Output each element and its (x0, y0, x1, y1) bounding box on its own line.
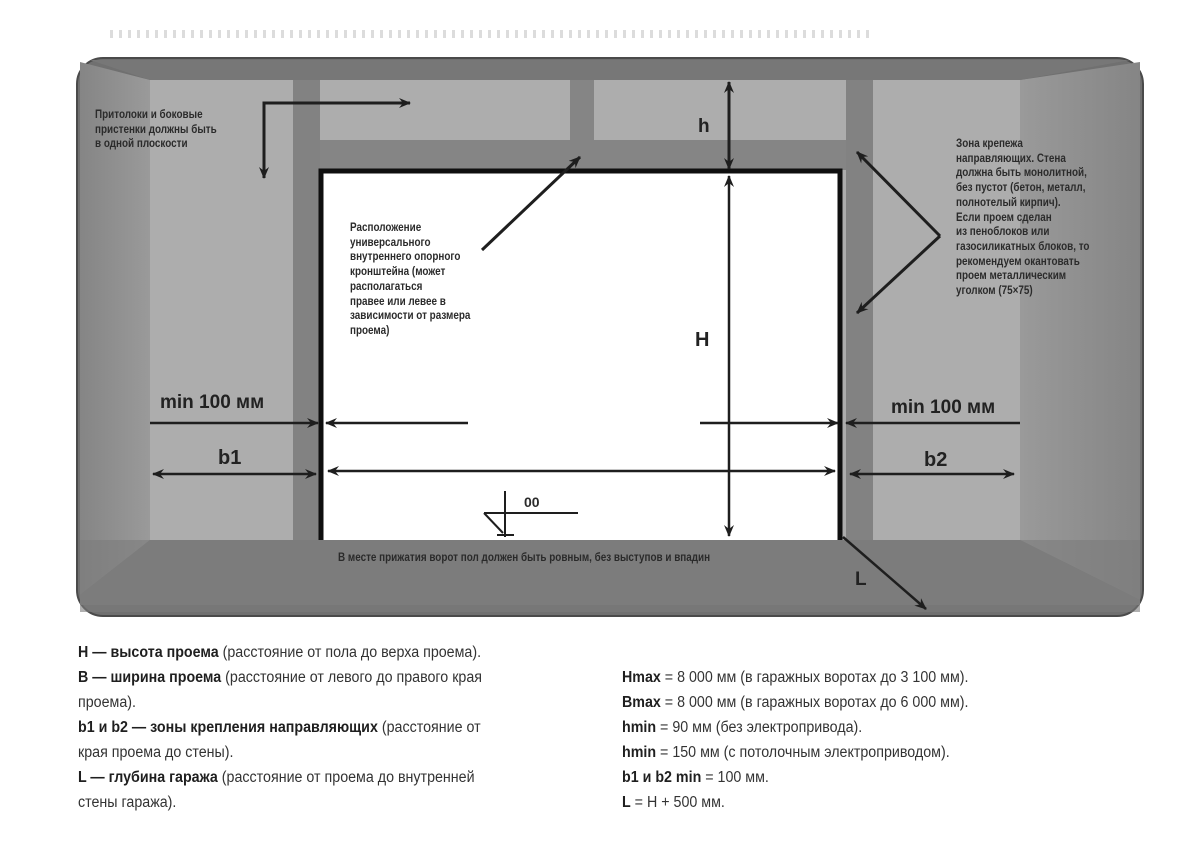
legend-limit-item (622, 690, 1092, 715)
legend-term: Hmax (622, 669, 661, 686)
note-line: проем металлическим (956, 270, 1067, 283)
legend-term: L (622, 794, 631, 811)
note-bracket (350, 221, 513, 339)
legend-item-b1b2 (78, 715, 608, 740)
note-lintels (95, 108, 267, 152)
note-line: рекомендуем окантовать (956, 255, 1080, 268)
legend-limit-item (622, 665, 1092, 690)
legend-term: hmin (622, 719, 657, 736)
legend-desc: (расстояние от пола до верха проема). (218, 644, 482, 661)
label-b1: b1 (218, 447, 242, 469)
legend-term: hmin (622, 744, 657, 761)
legend-limit-item (622, 740, 1092, 765)
ceiling (90, 60, 1130, 80)
legend-desc: стены гаража). (78, 794, 177, 811)
legend-desc: = 8 000 мм (в гаражных воротах до 3 100 мм). (660, 669, 969, 686)
legend-desc: (расстояние от левого до правого края (221, 669, 483, 686)
label-min-left: min 100 мм (160, 392, 265, 413)
legend-term: H — высота проема (78, 644, 219, 661)
legend-item-L-cont (78, 790, 608, 815)
legend-desc: (расстояние от (377, 719, 481, 736)
legend-limits (622, 665, 1092, 815)
legend-desc: проема). (78, 694, 136, 711)
note-line: Если проем сделан (956, 211, 1052, 224)
note-line: пристенки должны быть (95, 123, 217, 136)
note-line: в одной плоскости (95, 138, 188, 151)
legend-item-b1b2-cont (78, 740, 608, 765)
note-line: кронштейна (может (350, 266, 446, 279)
note-line: из пеноблоков или (956, 226, 1050, 239)
center-pillar (570, 80, 594, 170)
legend-term: B — ширина проема (78, 669, 222, 686)
legend-desc: = 150 мм (с потолочным электроприводом). (656, 744, 950, 761)
legend-desc: = 100 мм. (701, 769, 769, 786)
legend-definitions (78, 640, 608, 815)
note-line: без пустот (бетон, металл, (956, 182, 1086, 195)
legend-item-B-cont (78, 690, 608, 715)
legend-term: b1 и b2 min (622, 769, 702, 786)
note-floor: В месте прижатия ворот пол должен быть ровным, без выступов и впадин (338, 552, 711, 564)
note-line: зависимости от размера (350, 310, 471, 323)
label-b2: b2 (924, 449, 948, 471)
note-line: располагаться (350, 280, 423, 293)
label-H: H (695, 329, 710, 351)
note-line: проема) (350, 325, 390, 338)
note-line: полнотелый кирпич). (956, 196, 1061, 209)
legend-term: b1 и b2 — зоны крепления направляющих (78, 719, 378, 736)
legend-limit-item (622, 790, 1092, 815)
legend-desc: = H + 500 мм. (630, 794, 725, 811)
label-L: L (855, 569, 867, 590)
left-pillar (293, 80, 320, 540)
note-line: Расположение (350, 222, 422, 234)
note-line: правее или левее в (350, 295, 446, 308)
note-line: газосиликатных блоков, то (956, 241, 1090, 254)
label-min-right: min 100 мм (891, 397, 996, 418)
note-line: должна быть монолитной, (956, 167, 1087, 180)
legend-desc: = 8 000 мм (в гаражных воротах до 6 000 мм). (660, 694, 969, 711)
label-h: h (698, 116, 710, 137)
note-line: внутреннего опорного (350, 251, 461, 264)
legend-desc: (расстояние от проема до внутренней (217, 769, 475, 786)
note-guides-zone (956, 137, 1132, 299)
legend-term: Bmax (622, 694, 661, 711)
note-line: уголком (75×75) (956, 285, 1033, 298)
legend-limit-item (622, 715, 1092, 740)
legend-item-L (78, 765, 608, 790)
legend-desc: края проема до стены). (78, 744, 234, 761)
legend-item-H (78, 640, 608, 665)
legend-term: L — глубина гаража (78, 769, 218, 786)
note-line: Притолоки и боковые (95, 109, 203, 121)
legend-desc: = 90 мм (без электропривода). (656, 719, 863, 736)
label-level: 00 (524, 494, 540, 510)
legend-limit-item (622, 765, 1092, 790)
note-line: универсального (350, 236, 431, 249)
legend-item-B (78, 665, 608, 690)
note-line: направляющих. Стена (956, 152, 1066, 165)
note-line: Зона крепежа (956, 138, 1023, 150)
